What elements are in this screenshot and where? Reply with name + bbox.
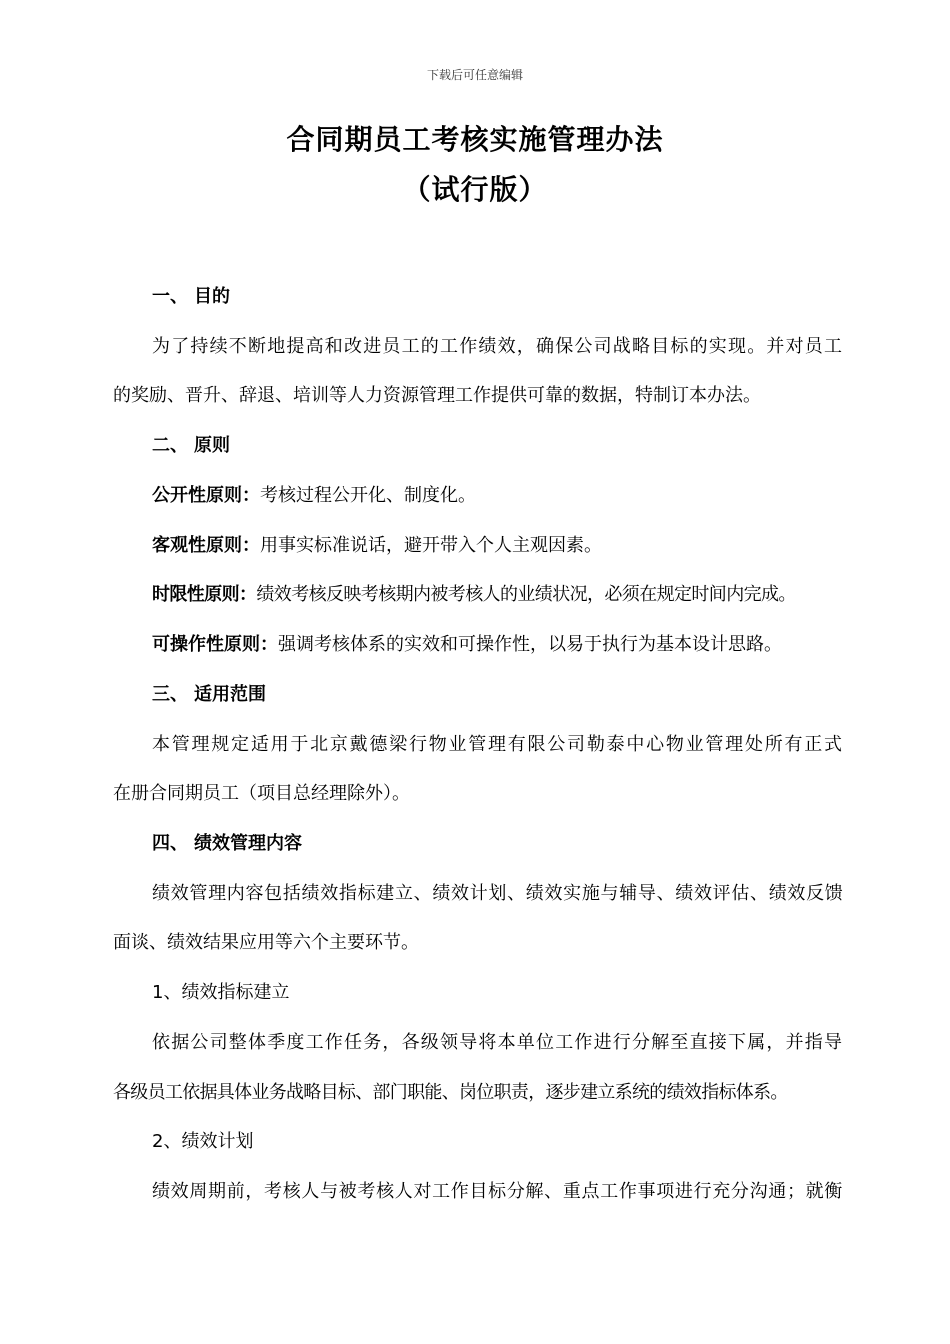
principle-label: 可操作性原则： (152, 634, 278, 655)
section-number: 一、 (152, 286, 188, 307)
paragraph-line: 为了持续不断地提高和改进员工的工作绩效，确保公司战略目标的实现。并对员工 (152, 336, 842, 357)
document-subtitle: （试行版） (402, 173, 548, 206)
principle-label: 公开性原则： (152, 485, 260, 506)
section-number: 四、 (152, 833, 188, 854)
section-title: 适用范围 (194, 684, 266, 705)
paragraph-line: 在册合同期员工（项目总经理除外）。 (113, 783, 410, 804)
section-number: 二、 (152, 435, 188, 456)
principle-item (152, 581, 842, 609)
paragraph-line: 各级员工依据具体业务战略目标、部门职能、岗位职责，逐步建立系统的绩效指标体系。 (113, 1082, 788, 1103)
section-title: 原则 (194, 435, 230, 456)
paragraph-line: 面谈、绩效结果应用等六个主要环节。 (113, 932, 419, 953)
page-header: 下载后可任意编辑 (426, 68, 523, 82)
paragraph-line: 绩效管理内容包括绩效指标建立、绩效计划、绩效实施与辅导、绩效评估、绩效反馈 (152, 883, 842, 904)
section-title: 绩效管理内容 (194, 833, 302, 854)
section-heading-purpose (152, 283, 842, 311)
section-heading-content (152, 830, 842, 858)
principle-text: 考核过程公开化、制度化。 (260, 485, 476, 506)
principle-text: 绩效考核反映考核期内被考核人的业绩状况，必须在规定时间内完成。 (256, 584, 796, 605)
section-heading-scope (152, 681, 842, 709)
subsection-heading: 1、绩效指标建立 (152, 982, 290, 1003)
paragraph-line: 的奖励、晋升、辞退、培训等人力资源管理工作提供可靠的数据，特制订本办法。 (113, 385, 761, 406)
principle-label: 时限性原则： (152, 584, 257, 605)
principle-text: 用事实标准说话，避开带入个人主观因素。 (260, 535, 602, 556)
section-heading-principles (152, 432, 842, 460)
principle-text: 强调考核体系的实效和可操作性，以易于执行为基本设计思路。 (278, 634, 782, 655)
subsection-heading: 2、绩效计划 (152, 1131, 254, 1152)
principle-item (152, 532, 842, 560)
paragraph-line: 依据公司整体季度工作任务，各级领导将本单位工作进行分解至直接下属，并指导 (152, 1032, 842, 1053)
paragraph-line: 本管理规定适用于北京戴德梁行物业管理有限公司勒泰中心物业管理处所有正式 (152, 734, 842, 755)
principle-item (152, 482, 842, 510)
section-title: 目的 (194, 286, 230, 307)
document-title: 合同期员工考核实施管理办法 (286, 123, 664, 156)
principle-item (152, 631, 842, 659)
section-number: 三、 (152, 684, 188, 705)
paragraph-line: 绩效周期前，考核人与被考核人对工作目标分解、重点工作事项进行充分沟通；就衡 (152, 1181, 842, 1202)
principle-label: 客观性原则： (152, 535, 260, 556)
